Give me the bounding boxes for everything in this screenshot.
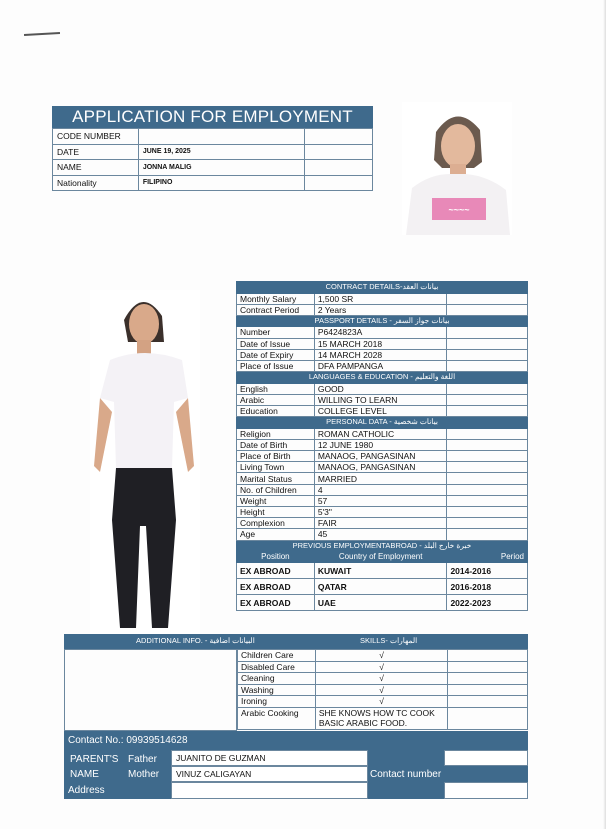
contact-block (64, 731, 528, 799)
personal-row (237, 529, 528, 540)
empty-cell (448, 707, 528, 729)
children-care-check: √ (315, 650, 448, 662)
contract-section-title: CONTRACT DETAILS-بيانات العقد (237, 282, 528, 294)
header-table (52, 128, 373, 191)
washing-check: √ (315, 684, 448, 696)
previous-section-header (237, 540, 528, 552)
details-table (236, 281, 528, 611)
skill-row (238, 684, 528, 696)
personal-row (237, 428, 528, 439)
skills-table (237, 649, 528, 730)
weight-label: Weight (237, 495, 315, 506)
contract-row (237, 304, 528, 315)
complexion-label: Complexion (237, 518, 315, 529)
empty-cell (447, 462, 528, 473)
place-of-birth-value: MANAOG, PANGASINAN (314, 451, 447, 462)
weight-value: 57 (314, 495, 447, 506)
date-of-issue-value: 15 MARCH 2018 (314, 338, 447, 349)
father-label: Father (128, 754, 157, 765)
marital-status-value: MARRIED (314, 473, 447, 484)
children-count-value: 4 (314, 484, 447, 495)
ironing-label: Ironing (238, 696, 316, 708)
name-value: JONNA MALIG (138, 160, 304, 176)
mother-name-field: VINUZ CALIGAYAN (171, 766, 368, 782)
contact-number-label: Contact number (370, 769, 442, 780)
washing-label: Washing (238, 684, 316, 696)
place-of-issue-value: DFA PAMPANGA (314, 360, 447, 371)
position-column-header: Position (237, 552, 315, 563)
code-number-value (138, 129, 304, 145)
personal-row (237, 439, 528, 450)
father-name-field: JUANITO DE GUZMAN (171, 750, 368, 766)
children-care-label: Children Care (238, 650, 316, 662)
previous-employment-row (237, 563, 528, 579)
name-label: NAME (70, 769, 99, 780)
empty-cell (447, 293, 528, 304)
personal-row (237, 462, 528, 473)
personal-section-title: PERSONAL DATA - بيانات شخصية (237, 417, 528, 429)
full-body-photo (90, 290, 200, 635)
empty-cell (447, 406, 528, 417)
language-row (237, 383, 528, 394)
education-label: Education (237, 406, 315, 417)
languages-section-title: LANGUAGES & EDUCATION - اللغة والتعليم (237, 372, 528, 384)
empty-cell (447, 484, 528, 495)
skill-row (238, 650, 528, 662)
disabled-care-check: √ (315, 661, 448, 673)
country-column-header: Country of Employment (314, 552, 447, 563)
additional-info-bar (64, 634, 528, 649)
empty-cell (448, 661, 528, 673)
arabic-value: WILLING TO LEARN (314, 394, 447, 405)
page-title: APPLICATION FOR EMPLOYMENT (52, 106, 373, 128)
empty-cell (305, 129, 373, 145)
passport-number-label: Number (237, 327, 315, 338)
empty-cell (305, 175, 373, 191)
position-cell: EX ABROAD (237, 563, 315, 579)
religion-value: ROMAN CATHOLIC (314, 428, 447, 439)
passport-number-value: P6424823A (314, 327, 447, 338)
name-label: NAME (53, 160, 139, 176)
additional-info-label: ADDITIONAL INFO. - البيانات اضافية (136, 636, 255, 645)
parents-label: PARENT'S (70, 754, 119, 765)
english-label: English (237, 383, 315, 394)
contact-number-field-2 (444, 782, 528, 799)
code-number-label: CODE NUMBER (53, 129, 139, 145)
personal-row (237, 451, 528, 462)
country-cell: KUWAIT (314, 563, 447, 579)
personal-row (237, 518, 528, 529)
passport-section-title: PASSPORT DETAILS - بيانات جواز السفر (237, 315, 528, 327)
passport-row (237, 327, 528, 338)
marital-status-label: Marital Status (237, 473, 315, 484)
education-value: COLLEGE LEVEL (314, 406, 447, 417)
english-value: GOOD (314, 383, 447, 394)
arabic-label: Arabic (237, 394, 315, 405)
passport-row (237, 349, 528, 360)
complexion-value: FAIR (314, 518, 447, 529)
empty-cell (447, 327, 528, 338)
date-of-issue-label: Date of Issue (237, 338, 315, 349)
empty-cell (447, 383, 528, 394)
personal-row (237, 473, 528, 484)
contract-period-label: Contract Period (237, 304, 315, 315)
skill-row (238, 696, 528, 708)
personal-row (237, 507, 528, 518)
period-column-header: Period (447, 552, 528, 563)
empty-cell (447, 473, 528, 484)
empty-cell (447, 394, 528, 405)
address-field (171, 782, 368, 799)
previous-section-title: PREVIOUS EMPLOYMENTABROAD - خبرة خارج البلد (237, 540, 528, 552)
personal-section-header (237, 417, 528, 429)
date-of-expiry-label: Date of Expiry (237, 349, 315, 360)
empty-cell (447, 495, 528, 506)
period-cell: 2014-2016 (447, 563, 528, 579)
address-label: Address (68, 785, 105, 796)
empty-cell (448, 673, 528, 685)
skill-row-cooking (238, 707, 528, 729)
language-row (237, 394, 528, 405)
cleaning-label: Cleaning (238, 673, 316, 685)
header-row-date (53, 144, 373, 160)
date-label: DATE (53, 144, 139, 160)
empty-cell (447, 451, 528, 462)
period-cell: 2022-2023 (447, 595, 528, 611)
position-cell: EX ABROAD (237, 579, 315, 595)
personal-row (237, 484, 528, 495)
passport-row (237, 338, 528, 349)
empty-cell (447, 507, 528, 518)
empty-cell (448, 650, 528, 662)
height-label: Height (237, 507, 315, 518)
header-row-nationality (53, 175, 373, 191)
position-cell: EX ABROAD (237, 595, 315, 611)
empty-cell (448, 684, 528, 696)
language-row (237, 406, 528, 417)
personal-row (237, 495, 528, 506)
date-of-birth-value: 12 JUNE 1980 (314, 439, 447, 450)
age-label: Age (237, 529, 315, 540)
date-of-expiry-value: 14 MARCH 2028 (314, 349, 447, 360)
period-cell: 2016-2018 (447, 579, 528, 595)
contract-period-value: 2 Years (314, 304, 447, 315)
religion-label: Religion (237, 428, 315, 439)
mother-label: Mother (128, 769, 160, 780)
skill-row (238, 661, 528, 673)
scan-mark (24, 32, 60, 36)
living-town-label: Living Town (237, 462, 315, 473)
date-value: JUNE 19, 2025 (138, 144, 304, 160)
header-row-code (53, 129, 373, 145)
previous-employment-row (237, 579, 528, 595)
nationality-label: Nationality (53, 175, 139, 191)
empty-cell (447, 304, 528, 315)
cleaning-check: √ (315, 673, 448, 685)
empty-cell (447, 338, 528, 349)
contract-section-header (237, 282, 528, 294)
age-value: 45 (314, 529, 447, 540)
monthly-salary-value: 1,500 SR (314, 293, 447, 304)
contact-number-text: Contact No.: 09939514628 (68, 735, 188, 746)
contact-number-field-1 (444, 750, 528, 766)
place-of-birth-label: Place of Birth (237, 451, 315, 462)
empty-cell (447, 349, 528, 360)
previous-employment-row (237, 595, 528, 611)
previous-column-headers (237, 552, 528, 563)
empty-cell (447, 439, 528, 450)
empty-cell (305, 144, 373, 160)
contract-row (237, 293, 528, 304)
skill-row (238, 673, 528, 685)
country-cell: QATAR (314, 579, 447, 595)
height-value: 5'3" (314, 507, 447, 518)
empty-cell (447, 360, 528, 371)
living-town-value: MANAOG, PANGASINAN (314, 462, 447, 473)
empty-cell (305, 160, 373, 176)
arabic-cooking-value: SHE KNOWS HOW TC COOK BASIC ARABIC FOOD. (315, 707, 448, 729)
headshot-photo (402, 102, 512, 235)
skills-label: SKILLS- المهارات (360, 636, 418, 645)
svg-text:~~~~: ~~~~ (448, 205, 470, 215)
country-cell: UAE (314, 595, 447, 611)
passport-section-header (237, 315, 528, 327)
date-of-birth-label: Date of Birth (237, 439, 315, 450)
header-row-name (53, 160, 373, 176)
empty-cell (447, 529, 528, 540)
empty-cell (447, 428, 528, 439)
monthly-salary-label: Monthly Salary (237, 293, 315, 304)
arabic-cooking-label: Arabic Cooking (238, 707, 316, 729)
languages-section-header (237, 372, 528, 384)
additional-info-box (64, 649, 237, 731)
nationality-value: FILIPINO (138, 175, 304, 191)
ironing-check: √ (315, 696, 448, 708)
passport-row (237, 360, 528, 371)
empty-cell (447, 518, 528, 529)
place-of-issue-label: Place of Issue (237, 360, 315, 371)
children-count-label: No. of Children (237, 484, 315, 495)
disabled-care-label: Disabled Care (238, 661, 316, 673)
empty-cell (448, 696, 528, 708)
